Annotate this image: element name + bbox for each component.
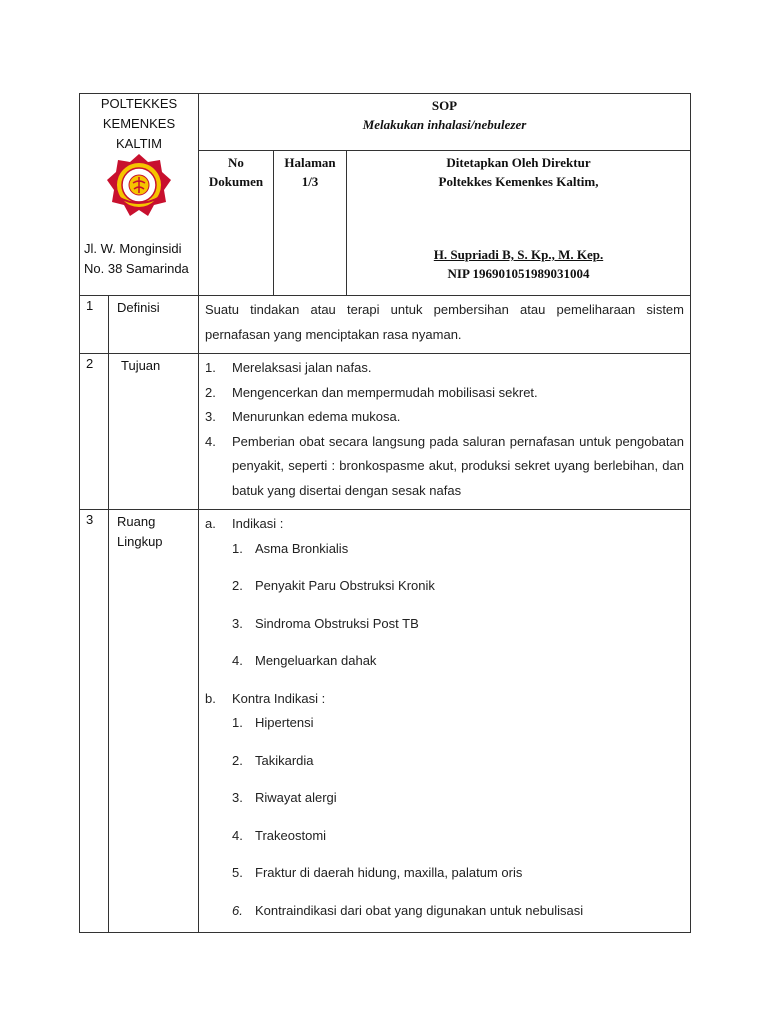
list-text: Pemberian obat secara langsung pada saluran pernafasan untuk pengobatan penyakit, seperti : bronkospasme akut, produksi sekret uyang berlebihan, dan batuk yang disertai dengan sesak nafas (232, 433, 684, 498)
institution-cell (80, 94, 199, 296)
ruang-lingkup-content (199, 510, 691, 933)
list-text: Fraktur di daerah hidung, maxilla, palatum oris (255, 865, 523, 880)
list-item (205, 899, 684, 924)
halaman-cell (274, 151, 347, 296)
list-item (205, 381, 684, 406)
list-number: 3. (232, 615, 243, 631)
list-number: 5. (232, 865, 243, 880)
list-number: 3. (232, 790, 243, 805)
ditetapkan-org: Poltekkes Kemenkes Kaltim, (438, 174, 599, 189)
list-number: 3. (205, 409, 216, 424)
table-row (80, 354, 691, 510)
institution-line: POLTEKKES (100, 96, 178, 111)
institution-line: KALTIM (116, 136, 162, 151)
list-item (205, 649, 684, 674)
kontra-indikasi-heading (205, 687, 684, 712)
list-text: Trakeostomi (255, 827, 327, 843)
list-text: Menurunkan edema mukosa. (232, 409, 401, 424)
list-text: Penyakit Paru Obstruksi Kronik (255, 578, 435, 593)
table-row (80, 296, 691, 354)
list-number: 1. (232, 540, 243, 556)
address-line: Jl. W. Monginsidi (84, 241, 182, 256)
list-number: 4. (232, 653, 243, 668)
ditetapkan-cell (347, 151, 691, 296)
halaman-label: Halaman (284, 155, 336, 170)
label-line: Ruang (117, 514, 156, 529)
director-nip: NIP 196901051989031004 (447, 266, 590, 281)
list-item (205, 711, 684, 736)
label-line: Lingkup (117, 534, 163, 549)
section-letter: a. (205, 516, 216, 531)
ditetapkan-label: Ditetapkan Oleh Direktur (446, 155, 591, 170)
header-table (79, 93, 691, 296)
institution-name (80, 94, 198, 154)
list-number: 4. (205, 433, 216, 449)
list-number: 2. (232, 752, 243, 768)
section-letter: b. (205, 690, 216, 706)
halaman-value: 1/3 (301, 174, 319, 189)
director-name: H. Supriadi B, S. Kp., M. Kep. (433, 247, 604, 262)
row-label-ruang-lingkup (109, 510, 199, 933)
list-item (205, 786, 684, 811)
no-dokumen-label: No (228, 155, 244, 170)
list-item (205, 430, 684, 504)
list-text: Sindroma Obstruksi Post TB (255, 615, 419, 631)
list-number: 2. (232, 578, 243, 593)
list-item (205, 861, 684, 886)
sop-label: SOP (431, 98, 458, 113)
address-line: No. 38 Samarinda (84, 261, 189, 276)
row-number: 3 (80, 510, 109, 933)
list-number: 4. (232, 827, 243, 843)
list-text: Kontraindikasi dari obat yang digunakan untuk nebulisasi (255, 902, 584, 918)
list-number: 1. (205, 360, 216, 375)
sop-title: Melakukan inhalasi/nebulezer (362, 117, 527, 132)
no-dokumen-cell (199, 151, 274, 296)
list-text: Asma Bronkialis (255, 540, 349, 556)
table-row (80, 510, 691, 933)
sop-document (79, 93, 691, 933)
definisi-text: Suatu tindakan atau terapi untuk pembersihan atau pemeliharaan sistem pernafasan yang menciptakan rasa nyaman. (205, 302, 684, 342)
content-table (79, 295, 691, 933)
definisi-content (199, 296, 691, 354)
list-item (205, 537, 684, 562)
section-label: Kontra Indikasi : (232, 690, 326, 706)
row-number: 1 (80, 296, 109, 354)
list-text: Merelaksasi jalan nafas. (232, 360, 372, 375)
poltekkes-logo-icon (106, 153, 172, 219)
list-text: Mengencerkan dan mempermudah mobilisasi sekret. (232, 384, 538, 400)
institution-address (84, 239, 196, 279)
list-number: 1. (232, 715, 243, 730)
list-item (205, 574, 684, 599)
list-number: 6. (232, 902, 243, 918)
section-label: Indikasi : (232, 516, 284, 531)
list-item (205, 612, 684, 637)
no-dokumen-label: Dokumen (208, 174, 264, 189)
row-label-definisi: Definisi (109, 296, 199, 354)
list-text: Mengeluarkan dahak (255, 653, 377, 668)
tujuan-list (205, 356, 684, 503)
list-item (205, 405, 684, 430)
list-text: Takikardia (255, 752, 314, 768)
institution-line: KEMENKES (102, 116, 176, 131)
list-item (205, 824, 684, 849)
sop-title-cell (199, 94, 691, 151)
list-text: Riwayat alergi (255, 790, 337, 805)
list-text: Hipertensi (255, 715, 314, 730)
row-number: 2 (80, 354, 109, 510)
list-item (205, 749, 684, 774)
row-label-tujuan: Tujuan (109, 354, 199, 510)
tujuan-content (199, 354, 691, 510)
list-number: 2. (205, 384, 216, 400)
indikasi-heading (205, 512, 684, 537)
list-item (205, 356, 684, 381)
